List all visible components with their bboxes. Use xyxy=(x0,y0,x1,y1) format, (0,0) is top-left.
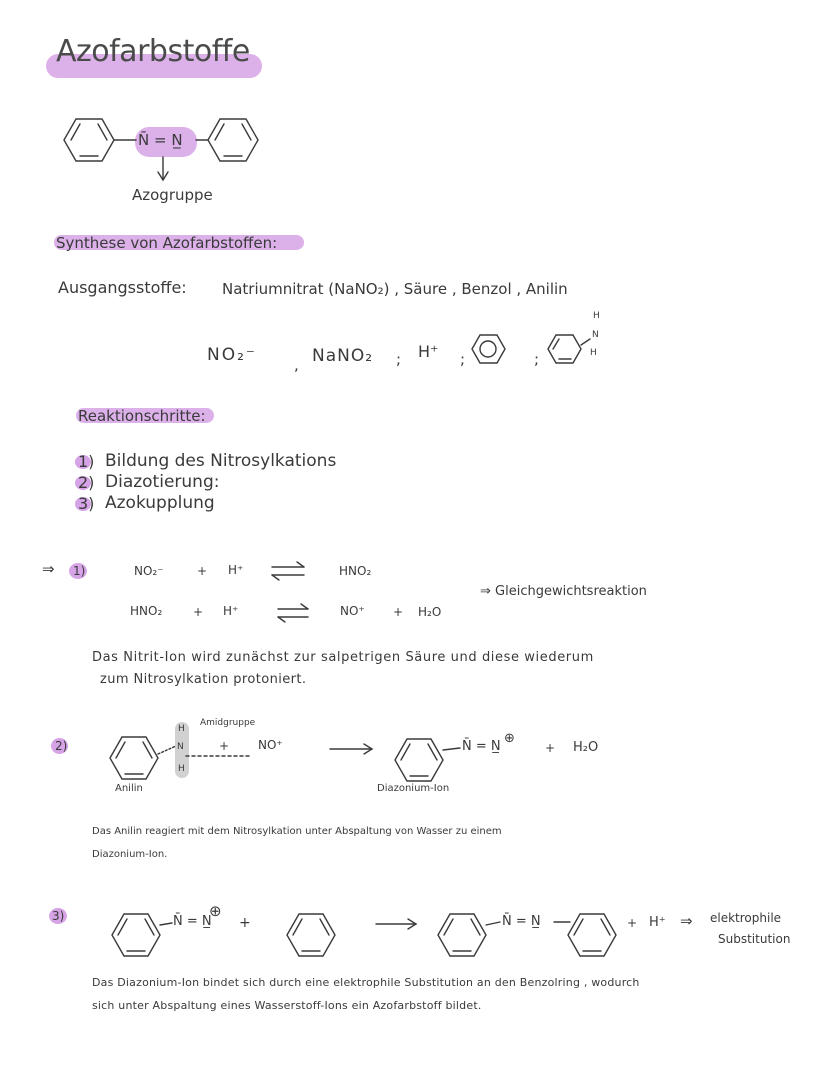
amine-h-2: H xyxy=(178,764,185,774)
educts-list: Natriumnitrat (NaNO₂) , Säure , Benzol , Anilin xyxy=(222,280,568,298)
reaction2-charge: ⊕ xyxy=(504,731,515,746)
reaction3-note-1: elektrophile xyxy=(710,911,782,925)
azogroup-label: Azogruppe xyxy=(132,186,213,204)
step-2-text: Diazotierung: xyxy=(105,472,220,492)
reaction1-note: ⇒ Gleichgewichtsreaktion xyxy=(480,584,647,599)
eq2-plus2: + xyxy=(393,605,404,619)
amine-n: N xyxy=(177,742,184,752)
species-amine-h-bottom: H xyxy=(590,348,597,358)
eq1-hno2: HNO₂ xyxy=(339,564,372,578)
diazonium-label: Diazonium-Ion xyxy=(377,783,450,794)
reaction3-product: N̄ = N̲ xyxy=(502,914,541,929)
reaction3-reactant: N̄ = N̲ xyxy=(173,914,212,929)
reaction2-nitrosyl: NO⁺ xyxy=(258,738,283,752)
species-separator-1: , xyxy=(294,356,299,374)
reaction2-num: 2) xyxy=(55,739,68,753)
species-benzene xyxy=(472,335,505,363)
reaction2-plus: + xyxy=(219,739,230,753)
species-aniline xyxy=(548,335,590,363)
reaction1-arrow: ⇒ xyxy=(42,560,55,578)
page-title: Azofarbstoffe xyxy=(56,34,250,69)
reaction-arrow-2 xyxy=(330,744,372,754)
eq2-hplus: H⁺ xyxy=(223,604,239,618)
reaction3-plus: + xyxy=(239,915,251,931)
eq2-hno2: HNO₂ xyxy=(130,604,163,618)
species-separator-3: ; xyxy=(460,350,466,368)
species-nitrite: NO₂⁻ xyxy=(207,345,257,365)
reaction3-charge: ⊕ xyxy=(209,902,222,920)
equilibrium-arrow-1 xyxy=(272,562,304,580)
eq2-water: H₂O xyxy=(418,605,442,619)
reaction2-product: N̄ = N̲ xyxy=(462,739,501,754)
aniline-label: Anilin xyxy=(115,783,143,794)
reaction3-desc-1: Das Diazonium-Ion bindet sich durch eine elektrophile Substitution an den Benzolring , wodurch xyxy=(92,976,640,989)
step-2-num: 2) xyxy=(78,473,95,492)
amido-label: Amidgruppe xyxy=(200,718,256,728)
step-3-num: 3) xyxy=(78,494,95,513)
eq2-plus: + xyxy=(193,605,204,619)
reaction3-hplus: H⁺ xyxy=(649,915,666,930)
reaction2-desc-2: Diazonium-Ion. xyxy=(92,849,168,860)
diazonium-structure xyxy=(395,739,460,781)
eq1-hplus: H⁺ xyxy=(228,563,244,577)
eq1-nitrite: NO₂⁻ xyxy=(134,564,164,578)
amine-h-1: H xyxy=(178,724,185,734)
step-1-text: Bildung des Nitrosylkations xyxy=(105,451,337,471)
reaction1-desc-1: Das Nitrit-Ion wird zunächst zur salpetrigen Säure und diese wiederum xyxy=(92,650,594,665)
reaction1-desc-2: zum Nitrosylkation protoniert. xyxy=(100,672,307,687)
educts-label: Ausgangsstoffe: xyxy=(58,278,187,297)
benzene-structure-3 xyxy=(287,914,335,956)
reaction3-plus2: + xyxy=(627,916,638,930)
reaction3-arrow: ⇒ xyxy=(680,912,693,930)
species-separator-4: ; xyxy=(534,350,540,368)
species-separator-2: ; xyxy=(396,350,402,368)
reaction-arrow-3 xyxy=(376,919,416,929)
synthesis-heading: Synthese von Azofarbstoffen: xyxy=(56,234,278,252)
reaction3-num: 3) xyxy=(52,909,65,923)
steps-heading: Reaktionschritte: xyxy=(78,407,206,425)
eq2-nitrosyl: NO⁺ xyxy=(340,604,365,618)
species-nano2: NaNO₂ xyxy=(312,346,374,366)
species-amine-h-top: H xyxy=(593,311,600,321)
reaction3-desc-2: sich unter Abspaltung eines Wasserstoff-Ions ein Azofarbstoff bildet. xyxy=(92,999,482,1012)
species-hplus: H⁺ xyxy=(418,342,439,361)
reaction2-desc-1: Das Anilin reagiert mit dem Nitrosylkation unter Abspaltung von Wasser zu einem xyxy=(92,826,502,837)
step-1-num: 1) xyxy=(78,452,95,471)
equilibrium-arrow-2 xyxy=(278,604,308,622)
reaction2-plus2: + xyxy=(545,741,556,755)
eq1-plus: + xyxy=(197,564,208,578)
reaction3-note-2: Substitution xyxy=(718,932,791,946)
reaction1-num: 1) xyxy=(73,564,86,578)
azobenzene-structure xyxy=(64,119,258,180)
reaction2-water: H₂O xyxy=(573,740,599,755)
diazonium-structure-3 xyxy=(112,914,172,956)
species-amine-n: N xyxy=(592,330,599,340)
step-3-text: Azokupplung xyxy=(105,493,215,513)
azogroup-formula: N̄ = N̲ xyxy=(138,131,183,149)
